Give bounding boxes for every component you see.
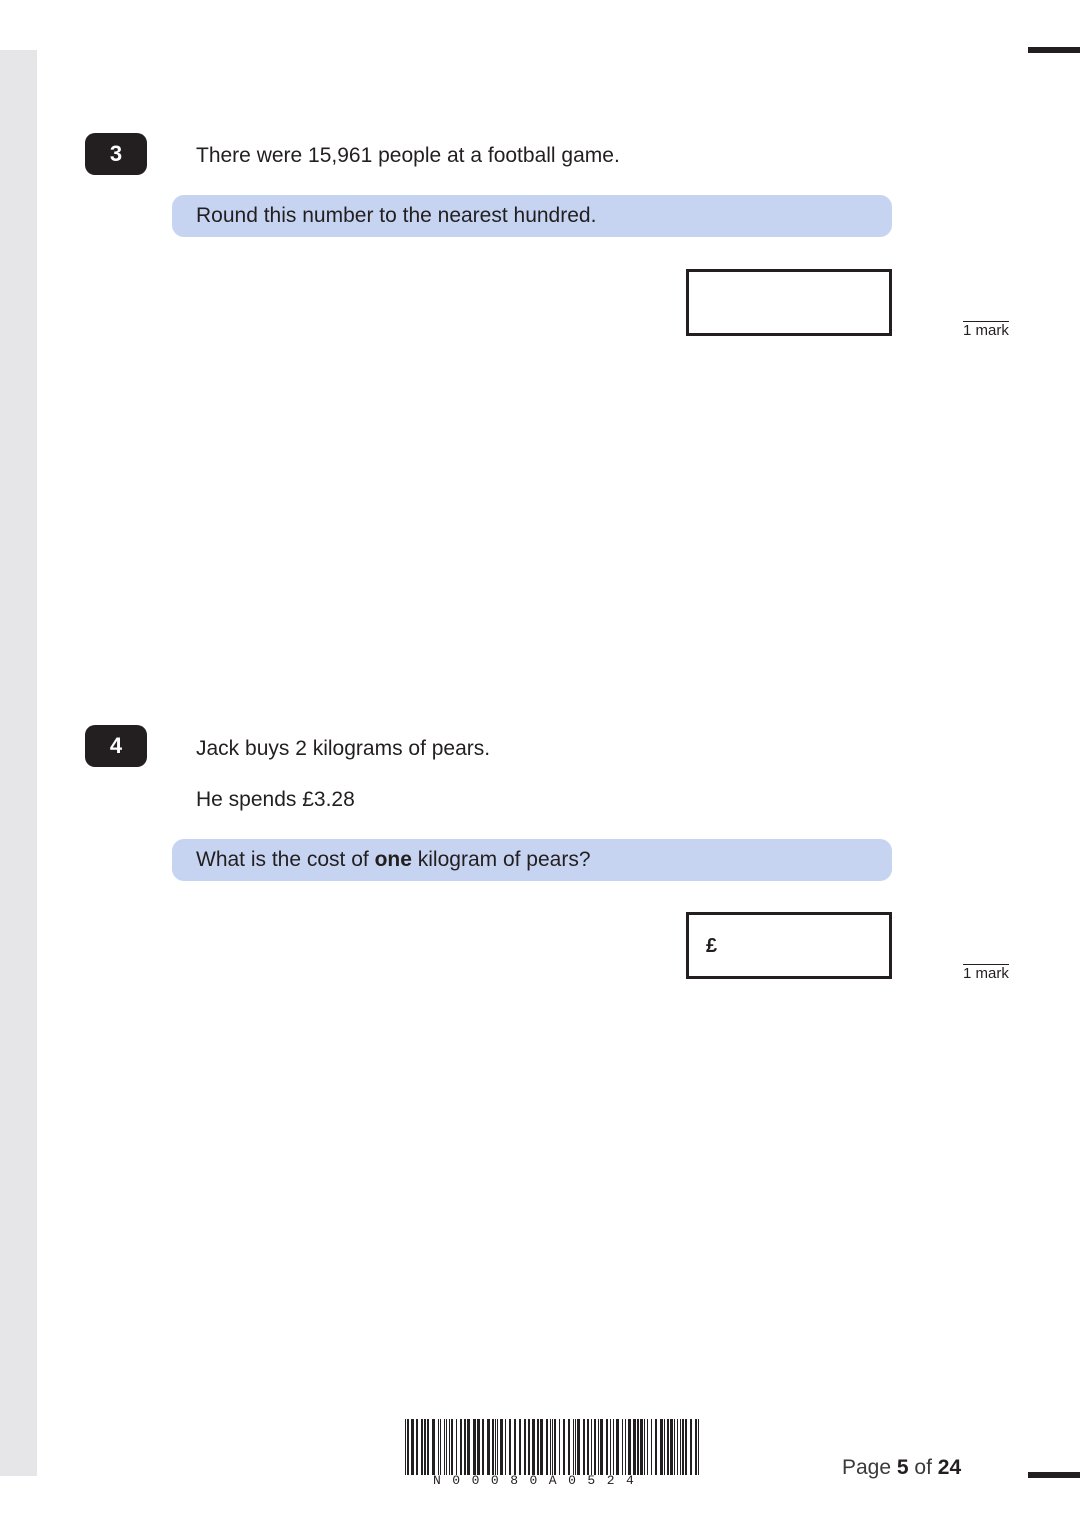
- barcode-bar: [456, 1419, 457, 1475]
- question-number-badge: 3: [85, 133, 147, 175]
- question-text: Jack buys 2 kilograms of pears.: [196, 737, 491, 760]
- barcode-bar: [587, 1419, 589, 1475]
- page-label: Page: [842, 1456, 892, 1479]
- barcode-bar: [606, 1419, 608, 1475]
- barcode-bar: [492, 1419, 494, 1475]
- question-instruction: [172, 839, 892, 881]
- barcode-bar: [424, 1419, 426, 1475]
- barcode-bar: [637, 1419, 639, 1475]
- question-text: There were 15,961 people at a football game.: [196, 144, 620, 167]
- barcode-bar: [660, 1419, 663, 1475]
- page-number: [842, 1456, 961, 1480]
- page-current: 5: [896, 1456, 909, 1479]
- mark-label: 1 mark: [963, 322, 1009, 339]
- barcode-bar: [583, 1419, 585, 1475]
- barcode-bar: [552, 1419, 553, 1475]
- barcode-bar: [477, 1419, 480, 1475]
- instruction-text: kilogram of pears?: [411, 848, 591, 871]
- barcode-bar: [698, 1419, 699, 1475]
- barcode-bar: [563, 1419, 565, 1475]
- barcode-bar: [554, 1419, 556, 1475]
- barcode-bar: [667, 1419, 669, 1475]
- barcode-bar: [497, 1419, 498, 1475]
- barcode-bar: [432, 1419, 435, 1475]
- pound-sign: £: [706, 935, 718, 957]
- barcode: [403, 1419, 701, 1489]
- barcode-bar: [628, 1419, 631, 1475]
- barcode-bar: [416, 1419, 418, 1475]
- mark-label: 1 mark: [963, 965, 1009, 982]
- barcode-bar: [577, 1419, 580, 1475]
- instruction-emphasis: one: [374, 848, 412, 871]
- barcode-bar: [550, 1419, 551, 1475]
- question-text: He spends £3.28: [196, 788, 355, 811]
- barcode-bar: [546, 1419, 548, 1475]
- barcode-bar: [613, 1419, 614, 1475]
- margin-strip: [0, 50, 37, 1476]
- barcode-bar: [509, 1419, 511, 1475]
- barcode-bar: [568, 1419, 570, 1475]
- barcode-bar: [616, 1419, 619, 1475]
- barcode-bar: [460, 1419, 462, 1475]
- question-number-badge: 4: [85, 725, 147, 767]
- question-instruction: Round this number to the nearest hundred.: [172, 195, 892, 237]
- barcode-bar: [519, 1419, 521, 1475]
- barcode-bar: [524, 1419, 526, 1475]
- barcode-bar: [633, 1419, 636, 1475]
- barcode-bar: [674, 1419, 675, 1475]
- barcode-bar: [411, 1419, 414, 1475]
- barcode-bar: [505, 1419, 506, 1475]
- barcode-bar: [532, 1419, 535, 1475]
- barcode-bar: [407, 1419, 409, 1475]
- answer-box[interactable]: [686, 912, 892, 979]
- barcode-bar: [622, 1419, 623, 1475]
- corner-registration-mark: [1028, 1472, 1080, 1478]
- barcode-bar: [651, 1419, 652, 1475]
- barcode-bar: [451, 1419, 453, 1475]
- barcode-bar: [664, 1419, 665, 1475]
- barcode-bar: [421, 1419, 423, 1475]
- page-total: 24: [937, 1456, 962, 1479]
- barcode-bar: [594, 1419, 596, 1475]
- barcode-bar: [677, 1419, 678, 1475]
- barcode-bar: [495, 1419, 496, 1475]
- barcode-bar: [473, 1419, 476, 1475]
- barcode-bar: [655, 1419, 657, 1475]
- barcode-bar: [559, 1419, 560, 1475]
- barcode-bar: [610, 1419, 611, 1475]
- barcode-bar: [600, 1419, 603, 1475]
- barcode-bar: [598, 1419, 599, 1475]
- barcode-bar: [467, 1419, 470, 1475]
- barcode-text: N00080A0524: [433, 1473, 646, 1488]
- barcode-bar: [427, 1419, 429, 1475]
- barcode-bar: [695, 1419, 697, 1475]
- barcode-bar: [680, 1419, 681, 1475]
- instruction-text: What is the cost of: [196, 848, 375, 871]
- barcode-bar: [446, 1419, 447, 1475]
- barcode-bar: [682, 1419, 684, 1475]
- barcode-bar: [670, 1419, 673, 1475]
- page-of-label: of: [914, 1456, 932, 1479]
- barcode-bar: [438, 1419, 439, 1475]
- barcode-bar: [685, 1419, 687, 1475]
- barcode-bar: [528, 1419, 530, 1475]
- barcode-bar: [690, 1419, 692, 1475]
- barcode-bar: [575, 1419, 576, 1475]
- barcode-bars: [403, 1419, 701, 1475]
- barcode-bar: [444, 1419, 445, 1475]
- answer-box[interactable]: [686, 269, 892, 336]
- barcode-bar: [540, 1419, 543, 1475]
- barcode-bar: [640, 1419, 643, 1475]
- barcode-bar: [464, 1419, 466, 1475]
- corner-registration-mark: [1028, 47, 1080, 53]
- barcode-bar: [647, 1419, 648, 1475]
- barcode-bar: [482, 1419, 484, 1475]
- barcode-bar: [644, 1419, 645, 1475]
- barcode-bar: [449, 1419, 450, 1475]
- barcode-bar: [487, 1419, 490, 1475]
- barcode-bar: [514, 1419, 516, 1475]
- barcode-bar: [405, 1419, 406, 1475]
- barcode-bar: [573, 1419, 574, 1475]
- barcode-bar: [440, 1419, 441, 1475]
- barcode-bar: [591, 1419, 592, 1475]
- barcode-bar: [500, 1419, 503, 1475]
- barcode-bar: [537, 1419, 539, 1475]
- barcode-bar: [625, 1419, 626, 1475]
